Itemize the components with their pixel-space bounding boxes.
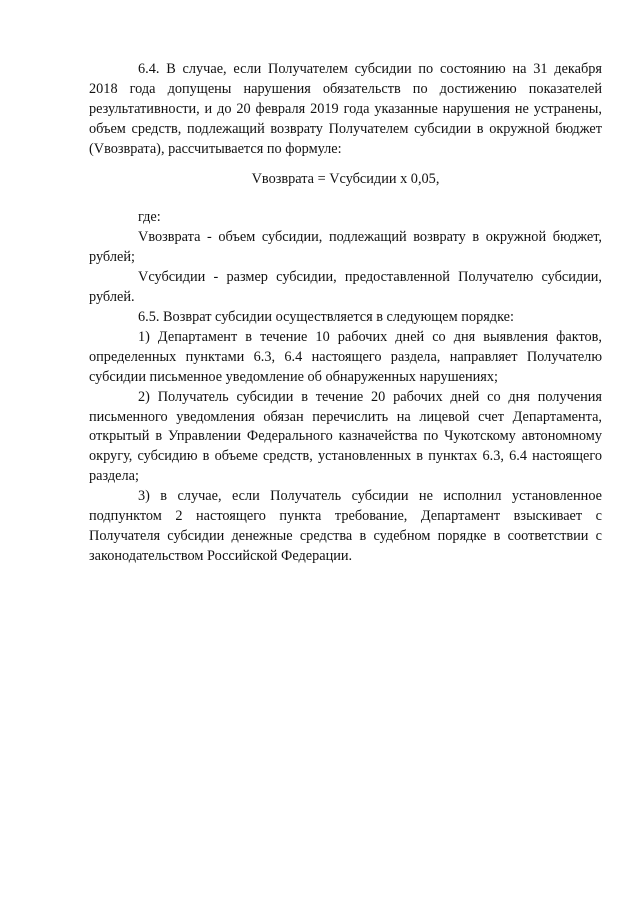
paragraph-6-5-item-3: 3) в случае, если Получатель субсидии не исполнил установленное подпунктом 2 настоящего пункта требование, Департамент взыскивает с Получателя субсидии денежные средства в судебном порядке в соответствии с законодательством Российской Федерации.	[89, 488, 602, 564]
paragraph-6-5-item-2: 2) Получатель субсидии в течение 20 рабочих дней со дня получения письменного уведомления обязан перечислить на лицевой счет Департамента, открытый в Управлении Федерального казначейства по Чукотскому автономному округу, субсидию в объеме средств, установленных в пунктах 6.3, 6.4 настоящего раздела;	[89, 388, 602, 485]
paragraph-6-4: 6.4. В случае, если Получателем субсидии по состоянию на 31 декабря 2018 года допущены нарушения обязательств по достижению показателей результативности, и до 20 февраля 2019 года указанные нарушения не устранены, объем средств, подлежащий возврату Получателем субсидии в окружной бюджет (Vвозврата), рассчитывается по формуле:	[89, 61, 602, 157]
formula: Vвозврата = Vсубсидии x 0,05,	[251, 170, 440, 187]
where-label: где:	[138, 209, 161, 226]
definition-vvozvrata: Vвозврата - объем субсидии, подлежащий возврату в окружной бюджет, рублей;	[89, 229, 602, 266]
definition-vsubsidii: Vсубсидии - размер субсидии, предоставленной Получателю субсидии, рублей.	[89, 269, 602, 306]
document-body	[89, 60, 602, 567]
paragraph-6-5-item-1: 1) Департамент в течение 10 рабочих дней со дня выявления фактов, определенных пунктами 6.3, 6.4 настоящего раздела, направляет Получателю субсидии письменное уведомление об обнаруженных нарушениях;	[89, 328, 602, 385]
paragraph-6-5: 6.5. Возврат субсидии осуществляется в следующем порядке:	[138, 308, 514, 325]
